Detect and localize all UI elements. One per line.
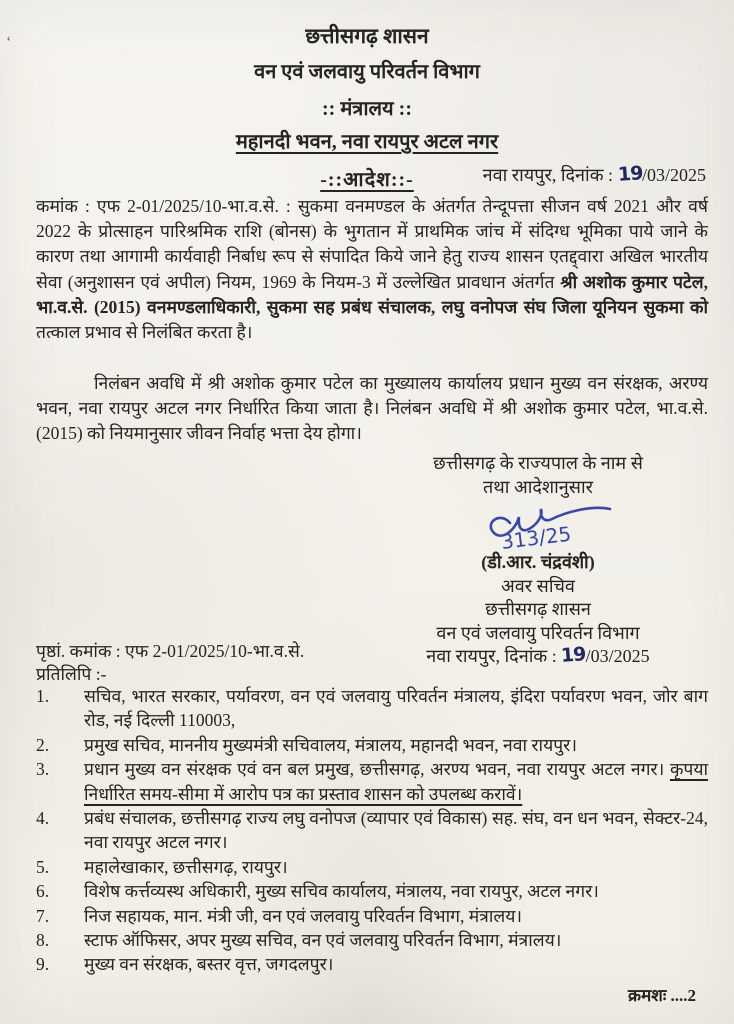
signer-designation: अवर सचिव: [501, 575, 575, 596]
copy-item: [36, 904, 708, 928]
copy-item: [36, 757, 708, 806]
copy-to-list: [36, 684, 708, 977]
copy-item: [36, 855, 708, 879]
order-paragraph: [36, 194, 708, 345]
copy-item-number: 8.: [36, 930, 50, 951]
copy-item-text: विशेष कर्त्तव्यस्थ अधिकारी, मुख्य सचिव कार्यालय, मंत्रालय, नवा रायपुर, अटल नगर।: [84, 881, 599, 902]
signer-org2: वन एवं जलवायु परिवर्तन विभाग: [436, 622, 640, 643]
headquarters-paragraph: निलंबन अवधि में श्री अशोक कुमार पटेल का मुख्यालय कार्यालय प्रधान मुख्य वन संरक्षक, अरण्य भवन, नवा रायपुर अटल नगर निर्धारित किया जाता है। निलंबन अवधि में श्री अशोक कुमार पटेल, भा.व.से. (2015) को नियमानुसार जीवन निर्वाह भत्ता देय होगा।: [36, 373, 708, 444]
signature-block: [358, 452, 718, 669]
continuation-marker: क्रमशः ....2: [628, 986, 696, 1005]
copy-item-text-plain: प्रधान मुख्य वन संरक्षक एवं वन बल प्रमुख, छत्तीसगढ़, अरण्य भवन, नवा रायपुर अटल नगर।: [84, 759, 670, 780]
copy-item-number: 6.: [36, 881, 50, 902]
address-line: महानदी भवन, नवा रायपुर अटल नगर: [235, 131, 499, 153]
handwritten-day: 19: [616, 162, 643, 186]
copy-item-text: निज सहायक, मान. मंत्री जी, वन एवं जलवायु परिवर्तन विभाग, मंत्रालय।: [84, 905, 523, 926]
order-title: -::आदेश::-: [320, 169, 414, 191]
by-order-line1: छत्तीसगढ़ के राज्यपाल के नाम से: [433, 453, 643, 473]
ministry-label: :: मंत्रालय ::: [322, 98, 412, 120]
sig-date-rest: /03/2025: [585, 646, 650, 666]
copy-item-number: 2.: [36, 734, 50, 755]
copy-item-number: 4.: [36, 808, 50, 829]
sig-date-prefix: नवा रायपुर, दिनांक :: [426, 646, 562, 666]
signature-dateline: [358, 645, 718, 669]
copy-item-text: महालेखाकार, छत्तीसगढ़, रायपुर।: [84, 856, 288, 877]
copy-item: [36, 952, 708, 976]
signature-scribble-text: 313/25: [499, 521, 573, 554]
copy-item-number: 7.: [36, 905, 50, 926]
signer-org1: छत्तीसगढ़ शासन: [485, 599, 591, 619]
department-name: वन एवं जलवायु परिवर्तन विभाग: [254, 61, 480, 83]
copy-item-text: प्रबंध संचालक, छत्तीसगढ़ राज्य लघु वनोपज (व्यापार एवं विकास) सह. संघ, वन धन भवन, सेक्टर-24, नवा रायपुर अटल नगर।: [84, 808, 708, 853]
order-text-part2: तत्काल प्रभाव से निलंबित करता है।: [36, 322, 253, 343]
order-dateline: [483, 163, 706, 187]
order-text-part1: कमांक : एफ 2-01/2025/10-भा.व.से. : सुकमा वनमण्डल के अंतर्गत तेन्दूपत्ता सीजन वर्ष 2021 और वर्ष 2022 के प्रोत्साहन पारिश्रमिक राशि (बोनस) के भुगतान में प्राथमिक जांच में संदिग्ध भूमिका पाये जाने के कारण तथा आगामी कार्यवाही निर्बाध रूप से संपादित किये जाने हेतु राज्य शासन एतद्द्वारा अखिल भारतीय सेवा (अनुशासन एवं अपील) नियम, 1969 के नियम-3 में उल्लेखित प्रावधान अंतर्गत: [36, 196, 708, 292]
copy-item-text: स्टाफ ऑफिसर, अपर मुख्य सचिव, वन एवं जलवायु परिवर्तन विभाग, मंत्रालय।: [84, 930, 562, 951]
by-order-line2: तथा आदेशानुसार: [483, 476, 593, 497]
date-rest: /03/2025: [641, 165, 706, 185]
date-prefix: नवा रायपुर, दिनांक :: [482, 165, 618, 185]
copy-item-text: मुख्य वन संरक्षक, बस्तर वृत्त, जगदलपुर।: [84, 954, 334, 975]
copy-item-underlined-instruction: कृपया निर्धारित समय-सीमा में आरोप पत्र का प्रस्ताव शासन को उपलब्ध करावें।: [84, 759, 708, 804]
sig-handwritten-day: 19: [560, 643, 587, 667]
copy-item-number: 9.: [36, 954, 50, 975]
signer-name: (डी.आर. चंद्रवंशी): [481, 552, 595, 572]
copy-item-text: सचिव, भारत सरकार, पर्यावरण, वन एवं जलवायु परिवर्तन मंत्रालय, इंदिरा पर्यावरण भवन, जोर बाग रोड, नई दिल्ली 110003,: [84, 686, 708, 731]
copy-item: [36, 879, 708, 903]
copy-to-label: प्रतिलिपि :-: [36, 664, 107, 684]
copy-item: [36, 928, 708, 952]
copy-item: [36, 684, 708, 733]
copy-item-text: [84, 757, 708, 806]
scan-artifact-mark: ‘: [6, 34, 12, 51]
copy-item-text: प्रमुख सचिव, माननीय मुख्यमंत्री सचिवालय, मंत्रालय, महानदी भवन, नवा रायपुर।: [84, 734, 577, 755]
copy-item-number: 5.: [36, 856, 50, 877]
endorsement-ref: पृष्ठां. कमांक : एफ 2-01/2025/10-भा.व.से.: [36, 641, 305, 661]
suspended-officer-name: श्री अशोक कुमार पटेल, भा.व.से. (2015) वनमण्डलाधिकारी, सुकमा सह प्रबंध संचालक, लघु वनोपज संघ जिला यूनियन सुकमा को: [36, 271, 708, 317]
copy-item: [36, 806, 708, 855]
copy-item-number: 1.: [36, 686, 50, 706]
copy-item-number: 3.: [36, 759, 50, 780]
government-name: छत्तीसगढ़ शासन: [305, 24, 429, 48]
copy-item: [36, 733, 708, 757]
